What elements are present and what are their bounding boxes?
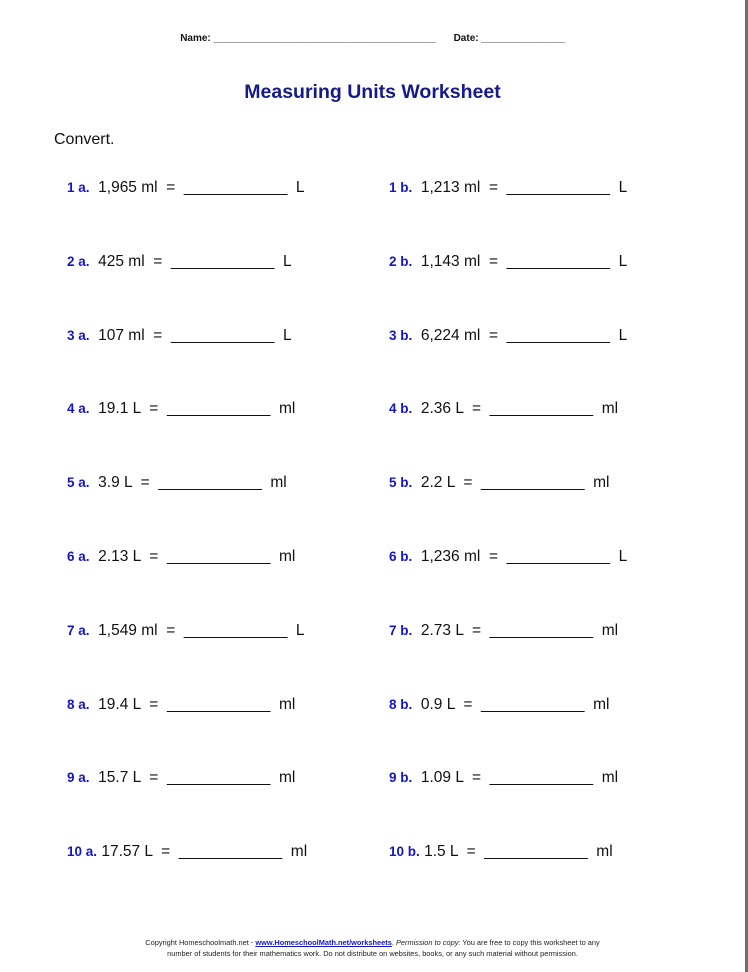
problem-text: 107 ml = ____________ L	[89, 327, 292, 344]
name-label: Name:	[180, 33, 211, 44]
problem-number: 1 a.	[67, 180, 90, 195]
problem-right-2	[389, 253, 627, 271]
problem-number: 8 a.	[67, 697, 90, 712]
footer-copyright: Copyright Homeschoolmath.net -	[145, 938, 256, 947]
problem-right-4	[389, 400, 618, 418]
problem-right-5	[389, 474, 609, 492]
problem-text: 0.9 L = ____________ ml	[412, 696, 610, 713]
problem-left-4	[67, 400, 295, 418]
problem-number: 6 b.	[389, 549, 413, 564]
problem-right-9	[389, 769, 618, 787]
problem-number: 9 a.	[67, 770, 90, 785]
footer-permission-label: Permission to copy:	[395, 938, 461, 947]
problem-number: 7 a.	[67, 623, 90, 638]
problem-text: 2.36 L = ____________ ml	[412, 400, 619, 417]
problem-left-8	[67, 696, 295, 714]
problem-number: 9 b.	[389, 770, 413, 785]
problem-number: 3 b.	[389, 328, 413, 343]
footer-line-1	[0, 937, 745, 948]
problem-text: 2.13 L = ____________ ml	[89, 548, 296, 565]
problem-right-3	[389, 327, 627, 345]
name-date-header	[0, 33, 745, 44]
date-label: Date:	[453, 33, 479, 44]
problem-text: 1.5 L = ____________ ml	[419, 843, 613, 860]
footer-permission-text: You are free to copy this worksheet to any	[460, 938, 600, 947]
problem-right-8	[389, 696, 609, 714]
problem-text: 6,224 ml = ____________ L	[412, 327, 628, 344]
problem-right-7	[389, 622, 618, 640]
problem-number: 1 b.	[389, 180, 413, 195]
problem-number: 10 a.	[67, 844, 98, 859]
problem-text: 17.57 L = ____________ ml	[97, 843, 308, 860]
problem-text: 1,236 ml = ____________ L	[412, 548, 628, 565]
problem-number: 3 a.	[67, 328, 90, 343]
problem-left-2	[67, 253, 292, 271]
problem-left-9	[67, 769, 295, 787]
problem-number: 5 a.	[67, 475, 90, 490]
problem-left-3	[67, 327, 292, 345]
problem-text: 1,549 ml = ____________ L	[89, 622, 305, 639]
problem-left-10	[67, 843, 307, 861]
problem-text: 2.73 L = ____________ ml	[412, 622, 619, 639]
problem-text: 3.9 L = ____________ ml	[89, 474, 287, 491]
problem-number: 6 a.	[67, 549, 90, 564]
problem-left-1	[67, 179, 305, 197]
problem-text: 15.7 L = ____________ ml	[89, 769, 296, 786]
problem-number: 4 b.	[389, 401, 413, 416]
problem-right-10	[389, 843, 613, 861]
problem-text: 19.4 L = ____________ ml	[89, 696, 296, 713]
problem-left-6	[67, 548, 295, 566]
problem-text: 19.1 L = ____________ ml	[89, 400, 296, 417]
problem-number: 2 a.	[67, 254, 90, 269]
problem-number: 8 b.	[389, 697, 413, 712]
problem-number: 2 b.	[389, 254, 413, 269]
footer-link[interactable]: www.HomeschoolMath.net/worksheets	[255, 938, 392, 947]
date-blank[interactable]: _______________	[481, 33, 565, 44]
problem-left-5	[67, 474, 287, 492]
name-blank[interactable]: ________________________________________	[213, 33, 437, 44]
problem-number: 4 a.	[67, 401, 90, 416]
problem-text: 2.2 L = ____________ ml	[412, 474, 610, 491]
problem-left-7	[67, 622, 305, 640]
problem-text: 425 ml = ____________ L	[89, 253, 292, 270]
problem-number: 5 b.	[389, 475, 413, 490]
footer-line-2: number of students for their mathematics work. Do not distribute on websites, books, or any such material without permission.	[167, 949, 578, 958]
worksheet-title: Measuring Units Worksheet	[244, 81, 501, 103]
problem-text: 1,965 ml = ____________ L	[89, 179, 305, 196]
problem-right-6	[389, 548, 627, 566]
problem-right-1	[389, 179, 627, 197]
footer	[0, 937, 745, 959]
problem-text: 1,143 ml = ____________ L	[412, 253, 628, 270]
problem-number: 10 b.	[389, 844, 420, 859]
instruction: Convert.	[54, 131, 115, 148]
problem-number: 7 b.	[389, 623, 413, 638]
footer-separator: .	[391, 938, 396, 947]
problem-text: 1,213 ml = ____________ L	[412, 179, 628, 196]
problem-text: 1.09 L = ____________ ml	[412, 769, 619, 786]
